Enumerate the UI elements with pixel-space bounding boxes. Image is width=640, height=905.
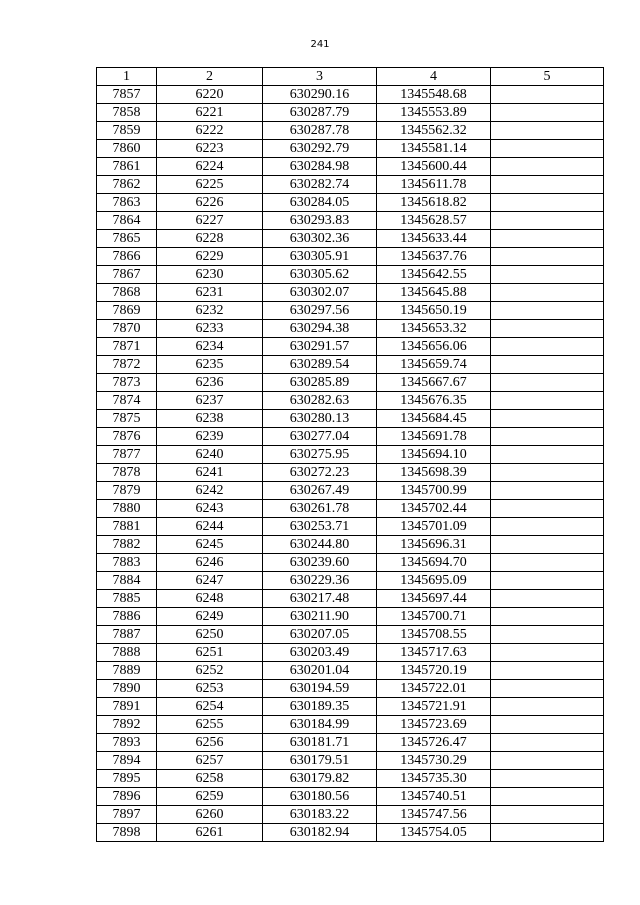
cell-coordinate-x: 630180.56 [263, 788, 377, 806]
cell-note [491, 482, 604, 500]
cell-vertex-number: 6234 [157, 338, 263, 356]
cell-note [491, 446, 604, 464]
cell-vertex-number: 6242 [157, 482, 263, 500]
cell-note [491, 662, 604, 680]
cell-coordinate-y: 1345656.06 [377, 338, 491, 356]
cell-coordinate-x: 630179.51 [263, 752, 377, 770]
table-row [97, 554, 604, 572]
table-row [97, 392, 604, 410]
cell-vertex-number: 6247 [157, 572, 263, 590]
cell-note [491, 212, 604, 230]
cell-note [491, 302, 604, 320]
cell-coordinate-y: 1345702.44 [377, 500, 491, 518]
cell-note [491, 248, 604, 266]
cell-point-number: 7894 [97, 752, 157, 770]
cell-vertex-number: 6223 [157, 140, 263, 158]
cell-coordinate-x: 630211.90 [263, 608, 377, 626]
table-row [97, 230, 604, 248]
cell-note [491, 824, 604, 842]
cell-vertex-number: 6238 [157, 410, 263, 428]
cell-coordinate-y: 1345721.91 [377, 698, 491, 716]
table-row [97, 86, 604, 104]
cell-coordinate-y: 1345611.78 [377, 176, 491, 194]
cell-vertex-number: 6231 [157, 284, 263, 302]
cell-vertex-number: 6254 [157, 698, 263, 716]
cell-coordinate-x: 630244.80 [263, 536, 377, 554]
cell-point-number: 7882 [97, 536, 157, 554]
cell-coordinate-y: 1345548.68 [377, 86, 491, 104]
table-row [97, 140, 604, 158]
cell-coordinate-x: 630293.83 [263, 212, 377, 230]
cell-coordinate-y: 1345708.55 [377, 626, 491, 644]
cell-coordinate-x: 630294.38 [263, 320, 377, 338]
cell-note [491, 428, 604, 446]
cell-coordinate-y: 1345581.14 [377, 140, 491, 158]
cell-coordinate-x: 630182.94 [263, 824, 377, 842]
cell-coordinate-y: 1345562.32 [377, 122, 491, 140]
table-row [97, 572, 604, 590]
cell-vertex-number: 6222 [157, 122, 263, 140]
cell-coordinate-y: 1345694.70 [377, 554, 491, 572]
cell-coordinate-y: 1345650.19 [377, 302, 491, 320]
cell-vertex-number: 6226 [157, 194, 263, 212]
cell-coordinate-x: 630179.82 [263, 770, 377, 788]
cell-coordinate-y: 1345720.19 [377, 662, 491, 680]
cell-coordinate-x: 630291.57 [263, 338, 377, 356]
table-row [97, 158, 604, 176]
cell-note [491, 356, 604, 374]
cell-coordinate-y: 1345633.44 [377, 230, 491, 248]
cell-point-number: 7888 [97, 644, 157, 662]
cell-point-number: 7865 [97, 230, 157, 248]
cell-note [491, 392, 604, 410]
column-header-4: 4 [377, 68, 491, 86]
cell-note [491, 122, 604, 140]
table-row [97, 212, 604, 230]
table-row [97, 122, 604, 140]
cell-vertex-number: 6256 [157, 734, 263, 752]
cell-point-number: 7881 [97, 518, 157, 536]
cell-coordinate-x: 630287.79 [263, 104, 377, 122]
cell-vertex-number: 6220 [157, 86, 263, 104]
cell-note [491, 320, 604, 338]
cell-point-number: 7879 [97, 482, 157, 500]
cell-vertex-number: 6224 [157, 158, 263, 176]
cell-coordinate-y: 1345667.67 [377, 374, 491, 392]
cell-vertex-number: 6258 [157, 770, 263, 788]
table-row [97, 428, 604, 446]
cell-coordinate-y: 1345637.76 [377, 248, 491, 266]
table-body [97, 86, 604, 842]
cell-point-number: 7863 [97, 194, 157, 212]
cell-point-number: 7862 [97, 176, 157, 194]
cell-vertex-number: 6235 [157, 356, 263, 374]
cell-coordinate-y: 1345735.30 [377, 770, 491, 788]
cell-coordinate-x: 630282.74 [263, 176, 377, 194]
cell-coordinate-x: 630184.99 [263, 716, 377, 734]
cell-point-number: 7871 [97, 338, 157, 356]
cell-coordinate-x: 630285.89 [263, 374, 377, 392]
cell-coordinate-y: 1345659.74 [377, 356, 491, 374]
cell-coordinate-x: 630277.04 [263, 428, 377, 446]
cell-vertex-number: 6243 [157, 500, 263, 518]
cell-note [491, 464, 604, 482]
cell-vertex-number: 6249 [157, 608, 263, 626]
cell-point-number: 7875 [97, 410, 157, 428]
cell-note [491, 626, 604, 644]
table-row [97, 320, 604, 338]
cell-coordinate-y: 1345697.44 [377, 590, 491, 608]
cell-coordinate-x: 630305.62 [263, 266, 377, 284]
cell-coordinate-y: 1345701.09 [377, 518, 491, 536]
cell-coordinate-y: 1345695.09 [377, 572, 491, 590]
cell-vertex-number: 6253 [157, 680, 263, 698]
table-row [97, 266, 604, 284]
cell-point-number: 7880 [97, 500, 157, 518]
table-row [97, 374, 604, 392]
table-row [97, 608, 604, 626]
cell-point-number: 7870 [97, 320, 157, 338]
table-row [97, 410, 604, 428]
cell-coordinate-x: 630284.05 [263, 194, 377, 212]
cell-vertex-number: 6250 [157, 626, 263, 644]
cell-coordinate-y: 1345698.39 [377, 464, 491, 482]
column-header-2: 2 [157, 68, 263, 86]
cell-vertex-number: 6230 [157, 266, 263, 284]
cell-note [491, 104, 604, 122]
cell-coordinate-y: 1345642.55 [377, 266, 491, 284]
cell-coordinate-x: 630229.36 [263, 572, 377, 590]
table-row [97, 338, 604, 356]
cell-point-number: 7893 [97, 734, 157, 752]
cell-vertex-number: 6236 [157, 374, 263, 392]
cell-point-number: 7864 [97, 212, 157, 230]
cell-coordinate-x: 630181.71 [263, 734, 377, 752]
cell-coordinate-y: 1345740.51 [377, 788, 491, 806]
cell-note [491, 86, 604, 104]
cell-note [491, 716, 604, 734]
cell-note [491, 590, 604, 608]
cell-coordinate-y: 1345618.82 [377, 194, 491, 212]
cell-point-number: 7867 [97, 266, 157, 284]
cell-vertex-number: 6232 [157, 302, 263, 320]
cell-coordinate-x: 630183.22 [263, 806, 377, 824]
cell-vertex-number: 6233 [157, 320, 263, 338]
cell-coordinate-x: 630272.23 [263, 464, 377, 482]
table-row [97, 716, 604, 734]
cell-point-number: 7861 [97, 158, 157, 176]
cell-point-number: 7876 [97, 428, 157, 446]
table-row [97, 464, 604, 482]
cell-coordinate-x: 630217.48 [263, 590, 377, 608]
cell-coordinate-x: 630275.95 [263, 446, 377, 464]
cell-vertex-number: 6228 [157, 230, 263, 248]
cell-point-number: 7896 [97, 788, 157, 806]
cell-coordinate-x: 630239.60 [263, 554, 377, 572]
table-row [97, 806, 604, 824]
cell-note [491, 176, 604, 194]
cell-vertex-number: 6221 [157, 104, 263, 122]
cell-note [491, 608, 604, 626]
table-row [97, 536, 604, 554]
table-row [97, 734, 604, 752]
cell-note [491, 734, 604, 752]
cell-point-number: 7873 [97, 374, 157, 392]
cell-coordinate-x: 630267.49 [263, 482, 377, 500]
table-row [97, 356, 604, 374]
table-row [97, 302, 604, 320]
cell-coordinate-y: 1345700.71 [377, 608, 491, 626]
cell-point-number: 7887 [97, 626, 157, 644]
table-row [97, 248, 604, 266]
column-header-3: 3 [263, 68, 377, 86]
cell-coordinate-y: 1345676.35 [377, 392, 491, 410]
cell-point-number: 7892 [97, 716, 157, 734]
cell-point-number: 7885 [97, 590, 157, 608]
table-header [97, 68, 604, 86]
cell-point-number: 7891 [97, 698, 157, 716]
cell-note [491, 230, 604, 248]
cell-point-number: 7866 [97, 248, 157, 266]
cell-coordinate-y: 1345726.47 [377, 734, 491, 752]
cell-note [491, 194, 604, 212]
table-row [97, 680, 604, 698]
table-row [97, 662, 604, 680]
table-row [97, 770, 604, 788]
cell-vertex-number: 6237 [157, 392, 263, 410]
table-row [97, 752, 604, 770]
cell-note [491, 806, 604, 824]
cell-coordinate-x: 630282.63 [263, 392, 377, 410]
cell-vertex-number: 6257 [157, 752, 263, 770]
cell-point-number: 7898 [97, 824, 157, 842]
table-row [97, 824, 604, 842]
cell-note [491, 338, 604, 356]
cell-coordinate-x: 630253.71 [263, 518, 377, 536]
cell-coordinate-y: 1345684.45 [377, 410, 491, 428]
cell-note [491, 698, 604, 716]
cell-vertex-number: 6229 [157, 248, 263, 266]
cell-coordinate-y: 1345600.44 [377, 158, 491, 176]
cell-point-number: 7872 [97, 356, 157, 374]
cell-coordinate-x: 630290.16 [263, 86, 377, 104]
cell-coordinate-y: 1345628.57 [377, 212, 491, 230]
cell-vertex-number: 6245 [157, 536, 263, 554]
cell-coordinate-y: 1345696.31 [377, 536, 491, 554]
cell-coordinate-y: 1345653.32 [377, 320, 491, 338]
cell-vertex-number: 6241 [157, 464, 263, 482]
cell-point-number: 7869 [97, 302, 157, 320]
column-header-5: 5 [491, 68, 604, 86]
cell-vertex-number: 6260 [157, 806, 263, 824]
cell-coordinate-x: 630189.35 [263, 698, 377, 716]
cell-coordinate-x: 630287.78 [263, 122, 377, 140]
cell-coordinate-y: 1345691.78 [377, 428, 491, 446]
cell-coordinate-y: 1345717.63 [377, 644, 491, 662]
cell-note [491, 644, 604, 662]
page-number: 241 [310, 39, 330, 50]
cell-vertex-number: 6251 [157, 644, 263, 662]
cell-point-number: 7883 [97, 554, 157, 572]
cell-note [491, 554, 604, 572]
cell-point-number: 7877 [97, 446, 157, 464]
cell-vertex-number: 6252 [157, 662, 263, 680]
coordinates-table [96, 67, 604, 842]
cell-coordinate-x: 630194.59 [263, 680, 377, 698]
cell-vertex-number: 6240 [157, 446, 263, 464]
cell-coordinate-x: 630302.36 [263, 230, 377, 248]
cell-note [491, 266, 604, 284]
cell-coordinate-x: 630207.05 [263, 626, 377, 644]
cell-coordinate-y: 1345730.29 [377, 752, 491, 770]
header-row [97, 68, 604, 86]
cell-coordinate-x: 630284.98 [263, 158, 377, 176]
cell-note [491, 158, 604, 176]
cell-point-number: 7889 [97, 662, 157, 680]
cell-vertex-number: 6246 [157, 554, 263, 572]
cell-point-number: 7868 [97, 284, 157, 302]
cell-note [491, 374, 604, 392]
cell-point-number: 7895 [97, 770, 157, 788]
cell-coordinate-x: 630292.79 [263, 140, 377, 158]
cell-point-number: 7859 [97, 122, 157, 140]
cell-vertex-number: 6261 [157, 824, 263, 842]
table-row [97, 482, 604, 500]
table-row [97, 644, 604, 662]
cell-coordinate-x: 630201.04 [263, 662, 377, 680]
cell-note [491, 680, 604, 698]
cell-point-number: 7857 [97, 86, 157, 104]
cell-note [491, 284, 604, 302]
cell-point-number: 7897 [97, 806, 157, 824]
cell-vertex-number: 6225 [157, 176, 263, 194]
cell-vertex-number: 6244 [157, 518, 263, 536]
cell-coordinate-x: 630305.91 [263, 248, 377, 266]
cell-coordinate-y: 1345723.69 [377, 716, 491, 734]
cell-point-number: 7874 [97, 392, 157, 410]
cell-point-number: 7878 [97, 464, 157, 482]
column-header-1: 1 [97, 68, 157, 86]
table-row [97, 698, 604, 716]
table-row [97, 176, 604, 194]
cell-point-number: 7886 [97, 608, 157, 626]
cell-vertex-number: 6239 [157, 428, 263, 446]
cell-coordinate-x: 630289.54 [263, 356, 377, 374]
table-row [97, 518, 604, 536]
cell-note [491, 500, 604, 518]
cell-coordinate-y: 1345722.01 [377, 680, 491, 698]
cell-coordinate-x: 630297.56 [263, 302, 377, 320]
cell-note [491, 140, 604, 158]
cell-vertex-number: 6248 [157, 590, 263, 608]
cell-coordinate-y: 1345694.10 [377, 446, 491, 464]
cell-vertex-number: 6255 [157, 716, 263, 734]
cell-coordinate-y: 1345645.88 [377, 284, 491, 302]
table-row [97, 104, 604, 122]
cell-coordinate-y: 1345700.99 [377, 482, 491, 500]
cell-coordinate-y: 1345553.89 [377, 104, 491, 122]
cell-note [491, 572, 604, 590]
cell-note [491, 788, 604, 806]
cell-vertex-number: 6259 [157, 788, 263, 806]
table-row [97, 590, 604, 608]
cell-note [491, 770, 604, 788]
cell-point-number: 7884 [97, 572, 157, 590]
cell-coordinate-y: 1345754.05 [377, 824, 491, 842]
cell-coordinate-x: 630203.49 [263, 644, 377, 662]
cell-note [491, 536, 604, 554]
cell-vertex-number: 6227 [157, 212, 263, 230]
table-row [97, 788, 604, 806]
cell-coordinate-y: 1345747.56 [377, 806, 491, 824]
table-row [97, 500, 604, 518]
table-row [97, 446, 604, 464]
cell-note [491, 410, 604, 428]
table-row [97, 284, 604, 302]
cell-point-number: 7858 [97, 104, 157, 122]
cell-coordinate-x: 630261.78 [263, 500, 377, 518]
table-row [97, 194, 604, 212]
cell-coordinate-x: 630280.13 [263, 410, 377, 428]
cell-point-number: 7860 [97, 140, 157, 158]
cell-note [491, 518, 604, 536]
cell-coordinate-x: 630302.07 [263, 284, 377, 302]
cell-point-number: 7890 [97, 680, 157, 698]
cell-note [491, 752, 604, 770]
table-row [97, 626, 604, 644]
